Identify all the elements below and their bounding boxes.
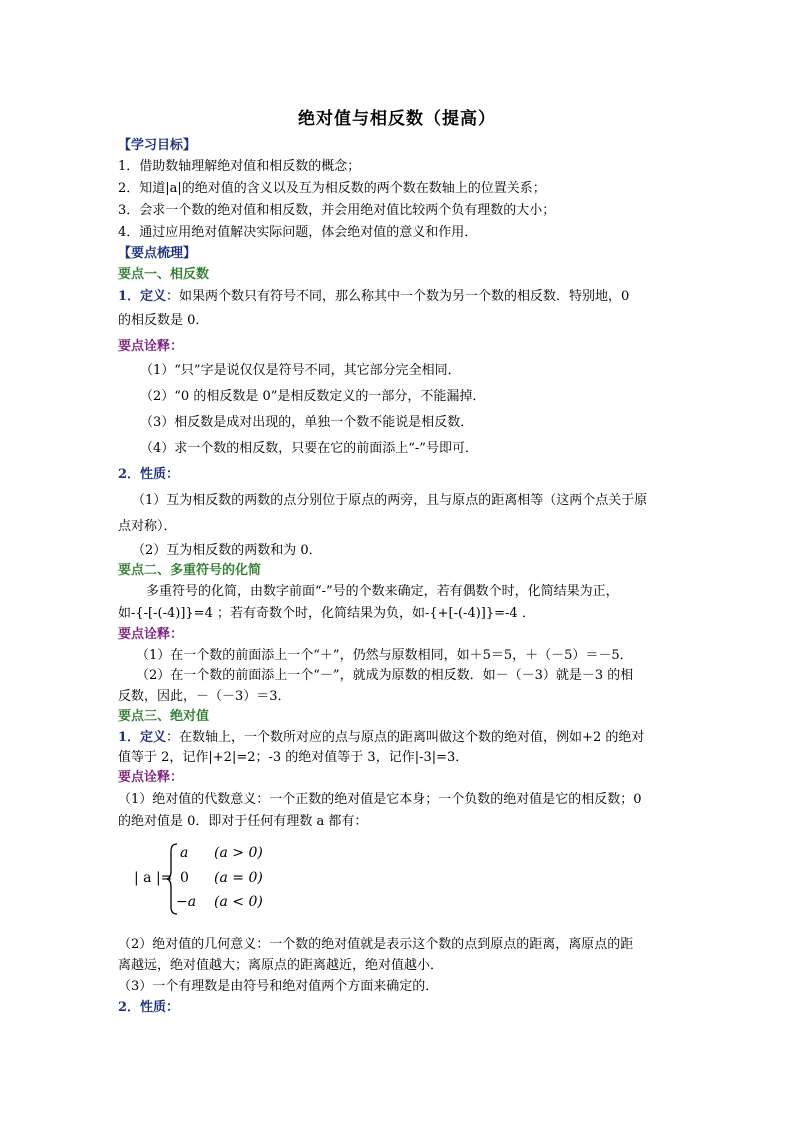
formula-lhs: | a |= — [134, 870, 173, 886]
definition-text-cont: 值等于 2，记作|+2|=2；-3 的绝对值等于 3，记作|-3|=3． — [118, 750, 469, 765]
paragraph-line: 的绝对值是 0．即对于任何有理数 a 都有： — [118, 814, 368, 829]
formula-case-value: −a — [176, 894, 197, 910]
goal-item: 3．会求一个数的绝对值和相反数，并会用绝对值比较两个负有理数的大小； — [118, 203, 556, 218]
paragraph-line: 多重符号的化简，由数字前面“-”号的个数来确定，若有偶数个时，化简结果为正， — [146, 584, 619, 599]
formula-case-condition: (a = 0) — [214, 870, 263, 886]
note-item: （3）相反数是成对出现的，单独一个数不能说是相反数． — [140, 415, 474, 430]
section-heading: 要点二、多重符号的化简 — [118, 563, 262, 578]
property-label: 2．性质： — [118, 1000, 180, 1015]
note-label: 要点诠释： — [118, 627, 184, 642]
definition-line — [118, 729, 678, 747]
property-item: （2）互为相反数的两数和为 0． — [132, 543, 322, 558]
page-title: 绝对值与相反数（提高） — [298, 109, 496, 129]
note-label: 要点诠释： — [118, 770, 184, 785]
note-item: （4）求一个数的相反数，只要在它的前面添上“-”号即可． — [140, 441, 478, 456]
definition-text-cont: 的相反数是 0． — [118, 313, 209, 328]
formula-case-condition: (a > 0) — [214, 845, 263, 861]
paragraph-line: （3）一个有理数是由符号和绝对值两个方面来确定的． — [118, 979, 439, 994]
note-item: （1）在一个数的前面添上一个“＋”，仍然与原数相同，如＋5＝5，＋（－5）＝－5． — [136, 648, 633, 663]
paragraph-line: （2）绝对值的几何意义：一个数的绝对值就是表示这个数的点到原点的距离，离原点的距 — [118, 937, 634, 952]
definition-line — [118, 288, 678, 306]
property-item-cont: 点对称）． — [118, 519, 177, 534]
section-heading: 要点一、相反数 — [118, 267, 210, 282]
definition-label: 1．定义 — [118, 289, 167, 304]
paragraph-line: （1）绝对值的代数意义：一个正数的绝对值是它本身；一个负数的绝对值是它的相反数；0 — [118, 792, 642, 807]
formula-case-value: 0 — [180, 870, 189, 886]
paragraph-line: 离越远，绝对值越大；离原点的距离越近，绝对值越小． — [118, 958, 444, 973]
goals-header: 【学习目标】 — [118, 138, 197, 153]
definition-label: 1．定义 — [118, 730, 167, 745]
paragraph-line: 如-{-[-(-4)]}=4 ；若有奇数个时，化简结果为负，如-{+[-(-4)]}=-4 ． — [118, 606, 535, 621]
definition-text: ：如果两个数只有符号不同，那么称其中一个数为另一个数的相反数．特别地，0 — [166, 289, 630, 304]
formula-case-condition: (a < 0) — [214, 894, 263, 910]
formula-case-value: a — [180, 845, 189, 861]
definition-text: ：在数轴上，一个数所对应的点与原点的距离叫做这个数的绝对值，例如+2 的绝对 — [166, 730, 645, 745]
goal-item: 2．知道|a|的绝对值的含义以及互为相反数的两个数在数轴上的位置关系； — [118, 181, 546, 196]
note-label: 要点诠释： — [118, 339, 184, 354]
note-item: （2）在一个数的前面添上一个“－”，就成为原数的相反数．如－（－3）就是－3 的相 — [136, 668, 634, 683]
note-item-cont: 反数，因此，－（－3）＝3． — [118, 689, 291, 704]
note-item: （2）“0 的相反数是 0”是相反数定义的一部分，不能漏掉． — [140, 389, 486, 404]
note-item: （1）“只”字是说仅仅是符号不同，其它部分完全相同． — [140, 363, 461, 378]
goal-item: 1．借助数轴理解绝对值和相反数的概念； — [118, 159, 361, 174]
points-header: 【要点梳理】 — [118, 246, 197, 261]
property-label: 2．性质： — [118, 467, 180, 482]
section-heading: 要点三、绝对值 — [118, 709, 210, 724]
goal-item: 4．通过应用绝对值解决实际问题，体会绝对值的意义和作用． — [118, 225, 478, 240]
property-item: （1）互为相反数的两数的点分别位于原点的两旁，且与原点的距离相等（这两个点关于原 — [132, 493, 648, 508]
